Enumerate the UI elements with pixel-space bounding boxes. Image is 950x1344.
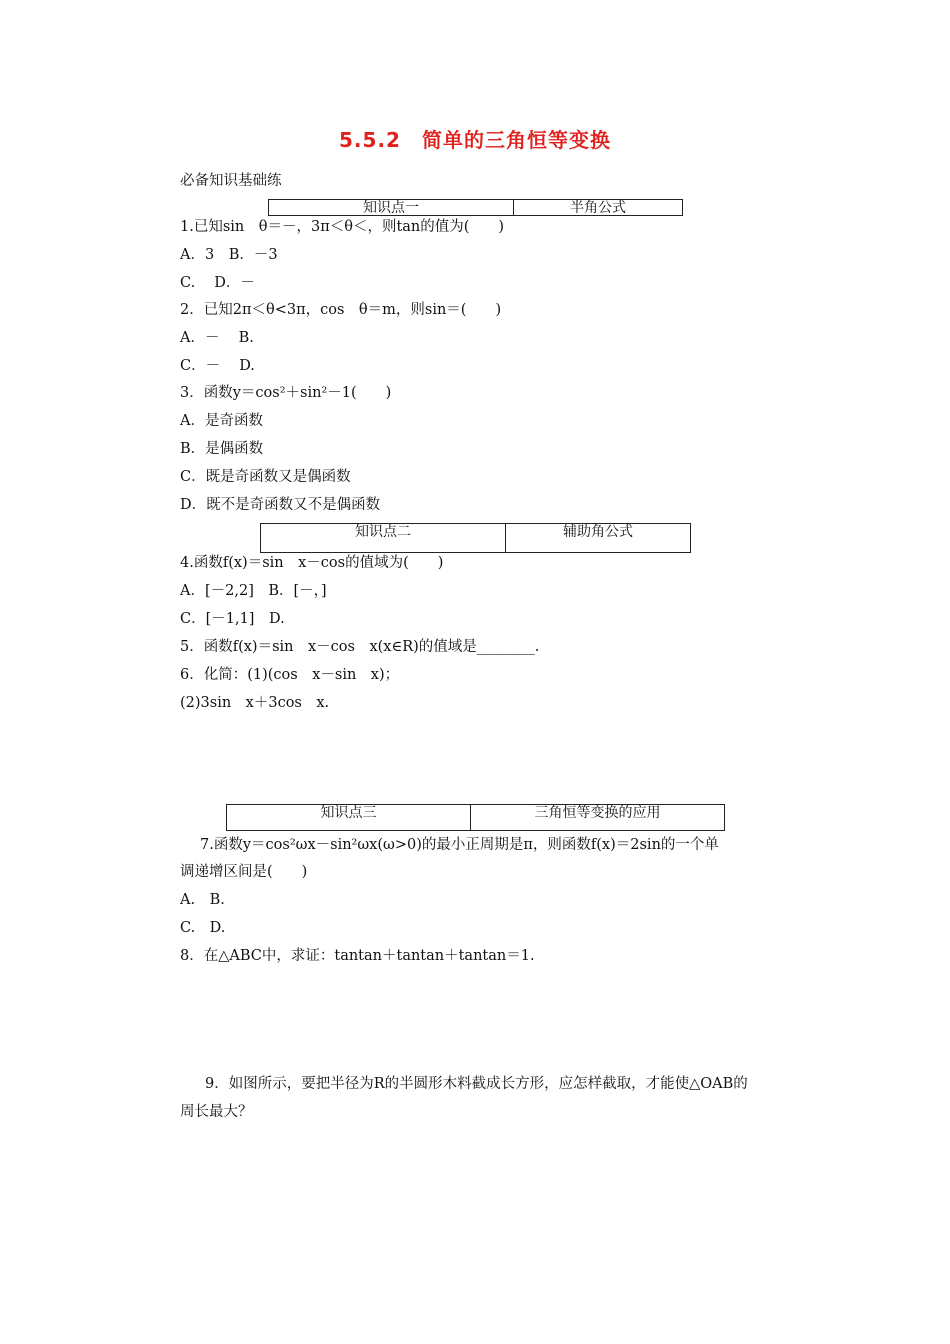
- knowledge-point-3-name: 知识点三: [320, 805, 377, 821]
- knowledge-point-1-topic: 半角公式: [513, 200, 682, 215]
- section-label: 必备知识基础练: [180, 173, 282, 189]
- question-3: 3．函数y＝cos²＋sin²－1( ): [180, 385, 392, 401]
- question-6: 6．化简：(1)(cos x－sin x)；: [180, 667, 400, 683]
- q6-part-2: (2)3sin x＋3cos x.: [180, 695, 330, 711]
- q3-option-d: D．既不是奇函数又不是偶函数: [180, 497, 381, 513]
- q7-options-cd: C. D.: [180, 920, 226, 936]
- q3-option-a: A．是奇函数: [180, 413, 263, 429]
- question-4: 4.函数f(x)＝sin x－cos的值域为( ): [180, 555, 444, 571]
- knowledge-point-2-box: [260, 523, 691, 553]
- knowledge-point-3-box: [226, 804, 725, 831]
- q3-option-c: C．既是奇函数又是偶函数: [180, 469, 351, 485]
- q1-options-cd: C. D．－: [180, 275, 255, 291]
- q3-option-b: B．是偶函数: [180, 441, 264, 457]
- q2-options-ab: A．－ B.: [180, 330, 254, 346]
- question-7-cont: 调递增区间是( ): [180, 864, 308, 880]
- q2-options-cd: C．－ D.: [180, 358, 255, 374]
- q4-options-cd: C．[－1,1] D.: [180, 611, 285, 627]
- question-8: 8．在△ABC中，求证：tantan＋tantan＋tantan＝1.: [180, 948, 535, 964]
- q7-options-ab: A. B.: [180, 892, 225, 908]
- q1-options-ab: A．3 B．－3: [180, 247, 278, 263]
- page-title: 5.5.2 简单的三角恒等变换: [339, 128, 611, 152]
- question-9: 9．如图所示，要把半径为R的半圆形木料截成长方形，应怎样截取，才能使△OAB的: [205, 1076, 748, 1092]
- question-2: 2．已知2π＜θ<3π，cos θ＝m，则sin＝( ): [180, 302, 502, 318]
- question-9-cont: 周长最大？: [180, 1104, 253, 1120]
- question-7: 7.函数y＝cos²ωx－sin²ωx(ω>0)的最小正周期是π，则函数f(x)＝2sin的一个单: [200, 837, 719, 853]
- knowledge-point-1-box: [268, 199, 683, 216]
- q4-options-ab: A．[－2,2] B．[－，]: [180, 583, 327, 599]
- question-5: 5．函数f(x)＝sin x－cos x(x∈R)的值域是________.: [180, 639, 540, 655]
- question-1: 1.已知sin θ＝－，3π＜θ＜，则tan的值为( ): [180, 219, 505, 235]
- knowledge-point-3-topic: 三角恒等变换的应用: [470, 805, 724, 830]
- knowledge-point-2-topic: 辅助角公式: [505, 524, 690, 552]
- knowledge-point-2-name: 知识点二: [355, 524, 411, 540]
- knowledge-point-1-name: 知识点一: [363, 199, 419, 216]
